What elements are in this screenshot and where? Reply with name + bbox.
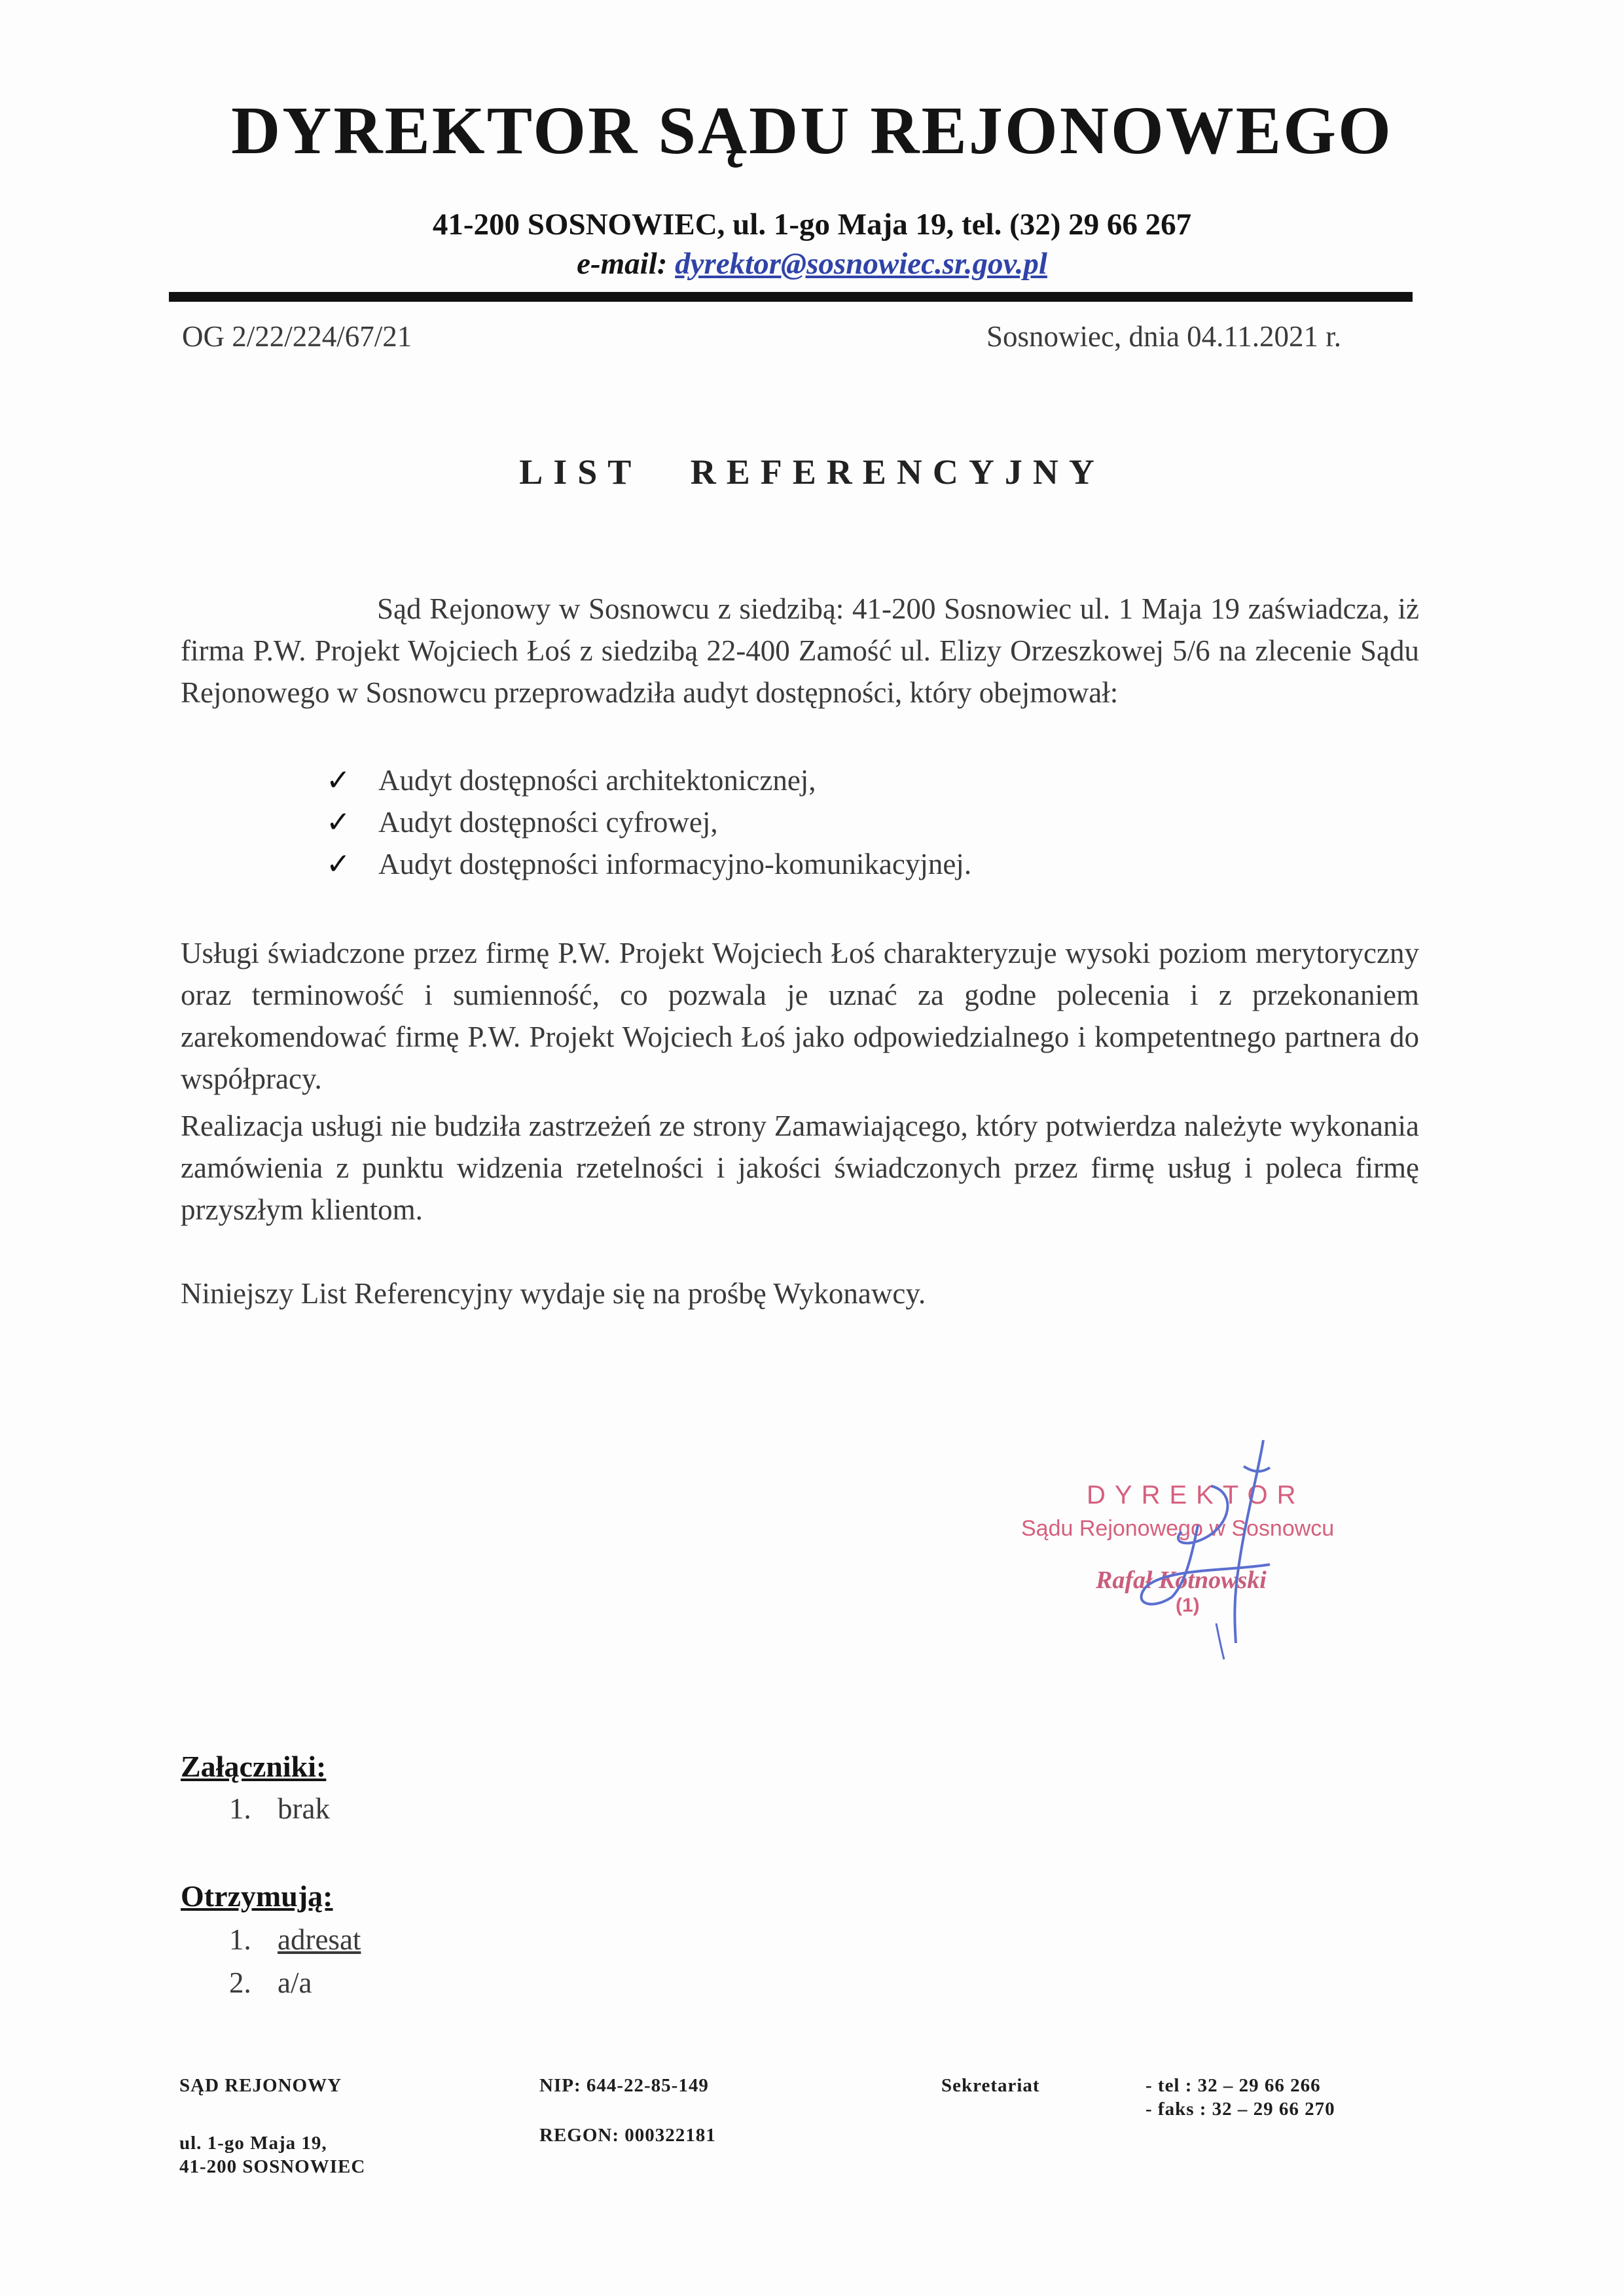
audit-item-label: Audyt dostępności cyfrowej,	[378, 806, 718, 839]
list-item-label: adresat	[278, 1923, 361, 1956]
list-item	[229, 1961, 361, 2004]
list-number: 1.	[229, 1923, 251, 1956]
footer-tel: - tel : 32 – 29 66 266	[1146, 2075, 1321, 2096]
stamp-number: (1)	[1176, 1595, 1200, 1616]
stamp-title: DYREKTOR	[1087, 1481, 1305, 1509]
footer-nip: NIP: 644-22-85-149	[539, 2075, 709, 2096]
place-date: Sosnowiec, dnia 04.11.2021 r.	[986, 320, 1341, 353]
list-item-label: a/a	[278, 1966, 312, 1999]
letterhead-title: DYREKTOR SĄDU REJONOWEGO	[231, 93, 1393, 168]
recipients-list	[229, 1918, 361, 2004]
stamp-name: Rafał Kotnowski	[1096, 1566, 1267, 1594]
paragraph-realization: Realizacja usługi nie budziła zastrzeżeń ze strony Zamawiającego, który potwierdza należyte wykonania zamówienia z punktu widzenia rzetelności i jakości świadczonych przez firmę usług i poleca firmę przyszłym klientom.	[181, 1110, 1419, 1226]
checkmark-icon: ✓	[326, 764, 351, 797]
audit-item-label: Audyt dostępności architektonicznej,	[378, 764, 816, 797]
footer-regon: REGON: 000322181	[539, 2125, 716, 2146]
recipients-heading: Otrzymują:	[181, 1879, 333, 1913]
audit-list	[326, 759, 1308, 885]
email-link[interactable]: dyrektor@sosnowiec.sr.gov.pl	[675, 247, 1047, 281]
attachments-list	[229, 1787, 330, 1830]
list-item	[326, 843, 1308, 885]
letterhead-address: 41-200 SOSNOWIEC, ul. 1-go Maja 19, tel. (32) 29 66 267	[432, 208, 1192, 242]
reference-number: OG 2/22/224/67/21	[182, 320, 412, 353]
footer-fax: - faks : 32 – 29 66 270	[1146, 2099, 1335, 2120]
footer-address	[179, 2131, 365, 2178]
email-label: e-mail:	[577, 247, 668, 281]
audit-item-label: Audyt dostępności informacyjno-komunikacyjnej.	[378, 848, 972, 880]
footer-secretariat: Sekretariat	[941, 2075, 1040, 2096]
document-title: LIST REFERENCYJNY	[519, 452, 1105, 492]
checkmark-icon: ✓	[326, 848, 351, 880]
list-item	[326, 759, 1308, 801]
signature-icon	[1074, 1427, 1322, 1663]
list-item	[229, 1918, 361, 1961]
letterhead-rule	[169, 292, 1413, 302]
paragraph-closing: Niniejszy List Referencyjny wydaje się na prośbę Wykonawcy.	[181, 1277, 926, 1310]
attachments-heading: Załączniki:	[181, 1750, 327, 1783]
footer-contact	[1146, 2074, 1335, 2121]
checkmark-icon: ✓	[326, 806, 351, 839]
list-item	[229, 1787, 330, 1830]
list-number: 1.	[229, 1792, 251, 1825]
paragraph-services: Usługi świadczone przez firmę P.W. Projekt Wojciech Łoś charakteryzuje wysoki poziom merytoryczny oraz terminowość i sumienność, co pozwala je uznać za godne polecenia i z przekonaniem zarekomendować firmę P.W. Projekt Wojciech Łoś jako odpowiedzialnego i kompetentnego partnera do współpracy.	[181, 937, 1419, 1095]
footer-court-name: SĄD REJONOWY	[179, 2075, 342, 2096]
footer-city: 41-200 SOSNOWIEC	[179, 2156, 366, 2177]
letterhead-email-line	[0, 246, 1624, 281]
list-number: 2.	[229, 1966, 251, 1999]
stamp-court: Sądu Rejonowego w Sosnowcu	[1021, 1516, 1335, 1541]
list-item-label: brak	[278, 1792, 330, 1825]
list-item	[326, 801, 1308, 843]
footer-street: ul. 1-go Maja 19,	[179, 2133, 327, 2154]
paragraph-intro: Sąd Rejonowy w Sosnowcu z siedzibą: 41-200 Sosnowiec ul. 1 Maja 19 zaświadcza, iż firma P.W. Projekt Wojciech Łoś z siedzibą 22-400 Zamość ul. Elizy Orzeszkowej 5/6 na zlecenie Sądu Rejonowego w Sosnowcu przeprowadziła audyt dostępności, który obejmował:	[181, 592, 1419, 709]
